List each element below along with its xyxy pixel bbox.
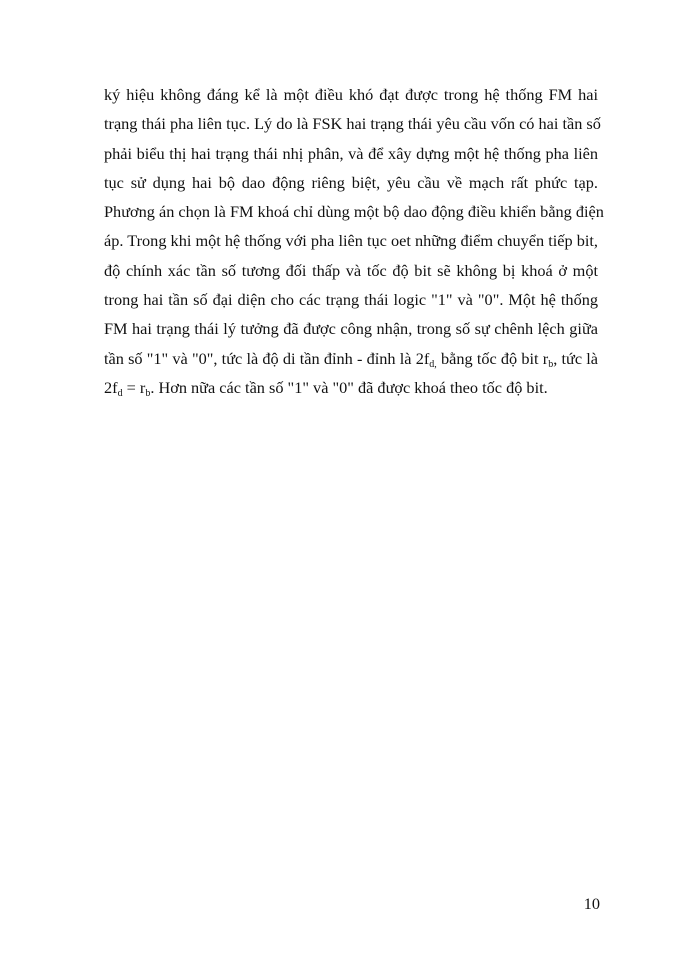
line-10-text-middle: bằng tốc độ bit r <box>436 348 549 368</box>
line-10-subscript-b: b <box>548 358 554 370</box>
line-11-text-start: 2f <box>104 377 118 397</box>
text-line-5: Phương án chọn là FM khoá chỉ dùng một bộ dao động điều khiển bằng điện <box>104 202 604 222</box>
text-line-6: áp. Trong khi một hệ thống với pha liên tục oet những điểm chuyển tiếp bit, <box>104 231 598 251</box>
text-line-10 <box>104 344 598 373</box>
text-line-3: phải biểu thị hai trạng thái nhị phân, và để xây dựng một hệ thống pha liên <box>104 143 598 163</box>
text-line-2: trạng thái pha liên tục. Lý do là FSK hai trạng thái yêu cầu vốn có hai tần số <box>104 114 601 134</box>
line-10-text-end: , tức là <box>553 348 598 368</box>
line-11-text-middle: = r <box>122 377 146 397</box>
line-11-subscript-d: d <box>117 387 123 399</box>
line-10-text-start: tần số "1" và "0", tức là độ di tần đỉnh - đỉnh là 2f <box>104 348 430 368</box>
text-line-8: trong hai tần số đại diện cho các trạng thái logic "1" và "0". Một hệ thống <box>104 290 598 310</box>
body-paragraph <box>104 80 604 402</box>
text-line-1: ký hiệu không đáng kể là một điều khó đạt được trong hệ thống FM hai <box>104 85 598 104</box>
line-11-subscript-b: b <box>145 387 151 399</box>
page-number: 10 <box>583 894 600 913</box>
line-11-text-end: . Hơn nữa các tần số "1" và "0" đã được khoá theo tốc độ bit. <box>150 377 548 397</box>
text-line-9: FM hai trạng thái lý tưởng đã được công nhận, trong số sự chênh lệch giữa <box>104 319 598 339</box>
text-line-4: tục sử dụng hai bộ dao động riêng biệt, yêu cầu về mạch rất phức tạp. <box>104 172 598 192</box>
text-line-11 <box>104 373 598 402</box>
text-line-7: độ chính xác tần số tương đối thấp và tốc độ bit sẽ không bị khoá ở một <box>104 260 598 280</box>
line-10-subscript-d: d, <box>429 358 437 370</box>
